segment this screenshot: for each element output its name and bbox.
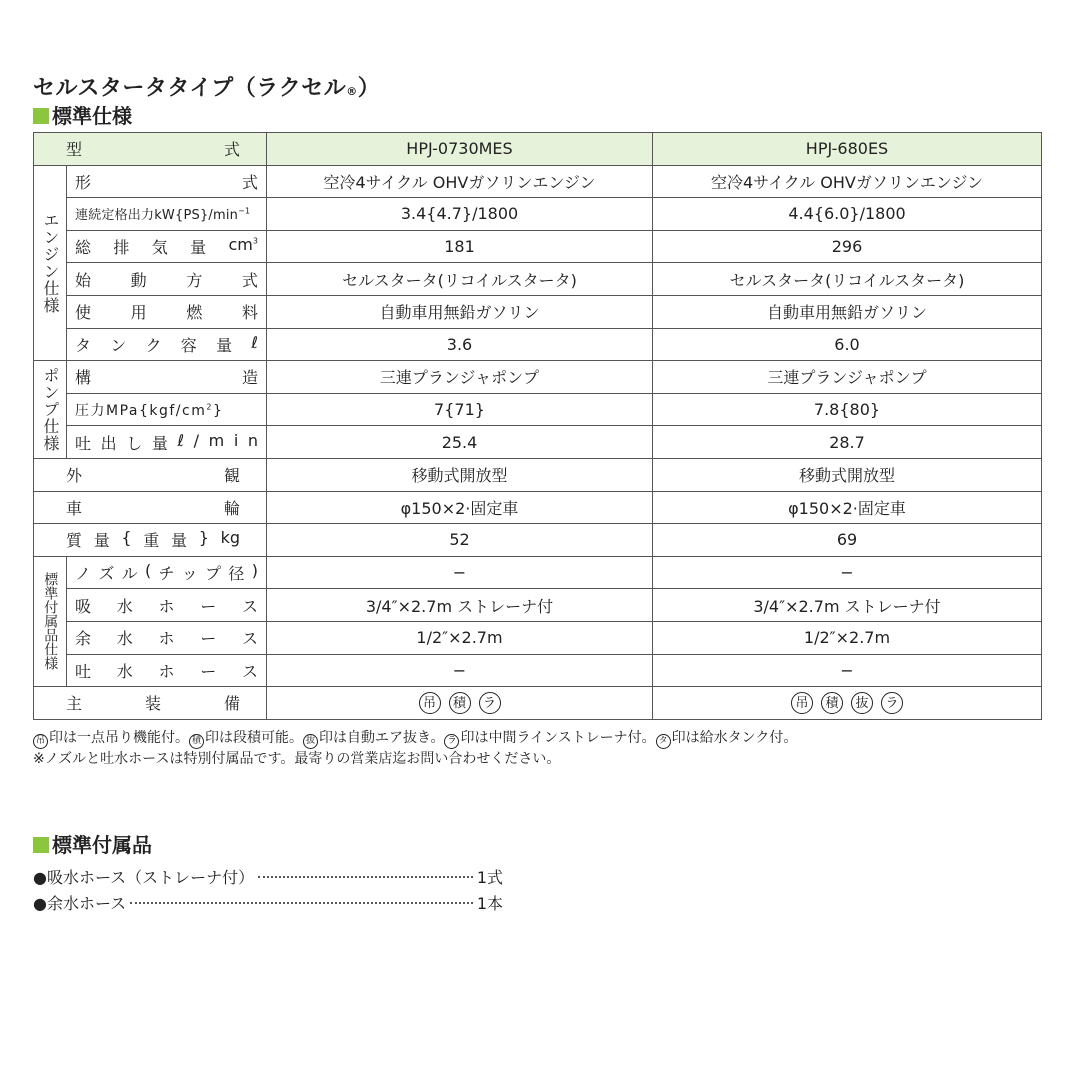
row-label-start-method: 始 動 方 式 [67,263,267,296]
table-row [34,198,1042,231]
row-label-rated-output: 連続定格出力$kW\{PS\}/\min^{-1}$ [67,198,267,231]
list-item: ● 吸水ホース（ストレーナ付） 1式 [33,867,503,887]
table-row [34,328,1042,361]
table-row [34,361,1042,394]
table-row [34,687,1042,720]
cell-value: 3/4″×2.7m ストレーナ付 [653,589,1042,622]
cell-value: 空冷4サイクル OHVガソリンエンジン [267,165,653,198]
cell-value: − [267,654,653,687]
spec-heading: 標準仕様 [33,102,1041,130]
row-label-pump-structure: 構 造 [67,361,267,394]
cell-value: 7.8{80} [653,393,1042,426]
row-label-discharge: 吐 出 し 量 ℓ / m i n [67,426,267,459]
line-strainer-icon: ラ [479,692,501,714]
cell-value: − [653,556,1042,589]
cell-value: 4.4{6.0}/1800 [653,198,1042,231]
group-pump: ポンプ仕様 [34,361,67,459]
cell-value: 69 [653,524,1042,557]
cell-value: 28.7 [653,426,1042,459]
stack-icon: 積 [449,692,471,714]
table-row [34,295,1042,328]
cell-value: 3.4{4.7}/1800 [267,198,653,231]
row-label-outlet-hose: 吐 水 ホ ー ス [67,654,267,687]
cell-value: 三連プランジャポンプ [653,361,1042,394]
group-engine: エンジン仕様 [34,165,67,361]
row-label-equipment: 主 装 備 [34,687,267,720]
cell-value: 1/2″×2.7m [653,621,1042,654]
note-line: ※ノズルと吐水ホースは特別付属品です。最寄りの営業店迄お問い合わせください。 [33,750,561,767]
spec-table [33,132,1042,720]
line-strainer-icon: ラ [881,692,903,714]
row-label-displacement: 総 排 気 量 $cm^3$ [67,230,267,263]
stack-icon: 積 [189,734,204,749]
cell-value: 移動式開放型 [653,458,1042,491]
hoist-icon: 吊 [33,734,48,749]
cell-value: 52 [267,524,653,557]
water-tank-icon: タ [656,734,671,749]
accessories-heading: 標準付属品 [33,831,1041,859]
equipment-model-2 [653,687,1042,720]
table-row [34,426,1042,459]
header-label: 型 式 [34,133,267,166]
accessories-section [33,831,1041,917]
row-label-engine-type: 形 式 [67,165,267,198]
cell-value: 自動車用無鉛ガソリン [653,295,1042,328]
cell-value: 移動式開放型 [267,458,653,491]
row-label-mass: 質 量 { 重 量 } kg [34,524,267,557]
legend-line: 吊 印は一点吊り機能付。 積 印は段積可能。 抜 印は自動エア抜き。 ラ 印は中間ラインストレーナ付。 タ 印は給水タンク付。 [33,728,1041,749]
cell-value: 三連プランジャポンプ [267,361,653,394]
table-notes [33,728,1041,769]
air-bleed-icon: 抜 [303,734,318,749]
hoist-icon: 吊 [419,692,441,714]
cell-value: 自動車用無鉛ガソリン [267,295,653,328]
cell-value: − [653,654,1042,687]
hoist-icon: 吊 [791,692,813,714]
green-square-icon [33,837,49,853]
row-label-suction-hose: 吸 水 ホ ー ス [67,589,267,622]
table-row [34,524,1042,557]
line-strainer-icon: ラ [444,734,459,749]
table-row [34,654,1042,687]
group-accessory: 標準付属品仕様 [34,556,67,686]
row-label-pressure: 圧力$MPa\{kgf/cm^2\}$ [67,393,267,426]
cell-value: φ150×2·固定車 [267,491,653,524]
row-label-fuel: 使 用 燃 料 [67,295,267,328]
cell-value: セルスタータ(リコイルスタータ) [267,263,653,296]
table-row [34,393,1042,426]
cell-value: φ150×2·固定車 [653,491,1042,524]
cell-value: 空冷4サイクル OHVガソリンエンジン [653,165,1042,198]
cell-value: 25.4 [267,426,653,459]
cell-value: セルスタータ(リコイルスタータ) [653,263,1042,296]
cell-value: 181 [267,230,653,263]
cell-value: 6.0 [653,328,1042,361]
air-bleed-icon: 抜 [851,692,873,714]
table-row [34,165,1042,198]
row-label-appearance: 外 観 [34,458,267,491]
table-row [34,491,1042,524]
stack-icon: 積 [821,692,843,714]
cell-value: − [267,556,653,589]
page-title: セルスタータタイプ（ラクセル®） [33,76,381,101]
row-label-wheels: 車 輪 [34,491,267,524]
cell-value: 7{71} [267,393,653,426]
green-square-icon [33,108,49,124]
model-2-header: HPJ-680ES [653,133,1042,166]
cell-value: 1/2″×2.7m [267,621,653,654]
table-row [34,458,1042,491]
model-1-header: HPJ-0730MES [267,133,653,166]
cell-value: 3/4″×2.7m ストレーナ付 [267,589,653,622]
table-header-row [34,133,1042,166]
table-row [34,589,1042,622]
row-label-nozzle: ノ ズ ル ( チ ッ プ 径 ) [67,556,267,589]
list-item: ● 余水ホース 1本 [33,893,503,913]
cell-value: 296 [653,230,1042,263]
row-label-surplus-hose: 余 水 ホ ー ス [67,621,267,654]
table-row [34,556,1042,589]
table-row [34,621,1042,654]
cell-value: 3.6 [267,328,653,361]
row-label-tank: タ ン ク 容 量 ℓ [67,328,267,361]
table-row [34,230,1042,263]
table-row [34,263,1042,296]
equipment-model-1 [267,687,653,720]
spec-page [33,76,1041,917]
accessories-list [33,865,1041,917]
